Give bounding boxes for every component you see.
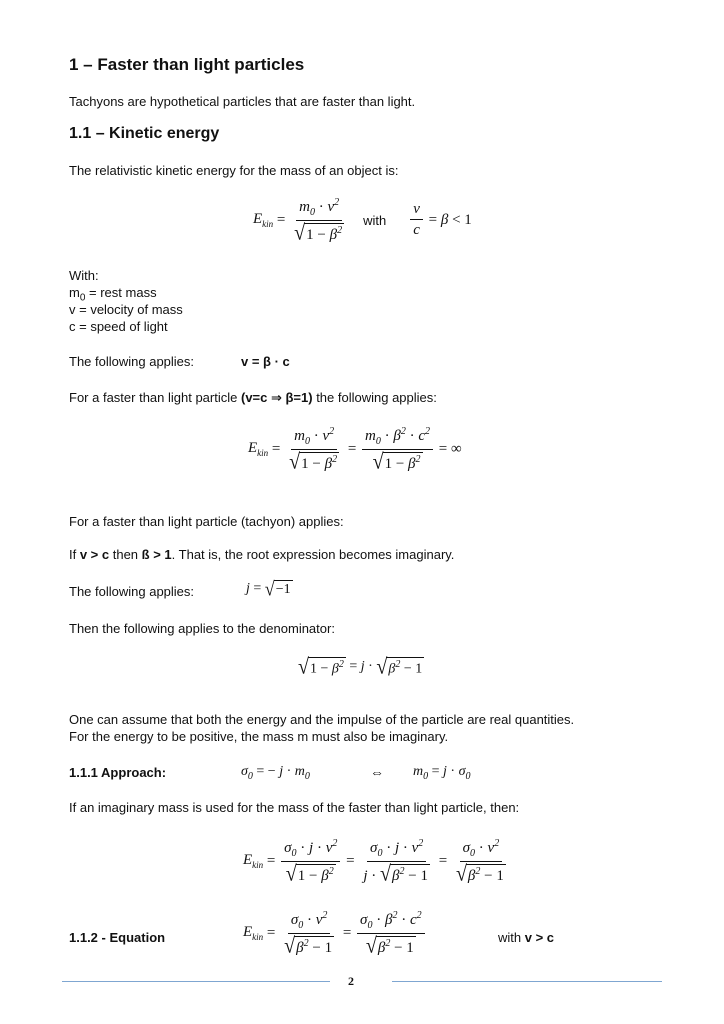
subsection-title: 1.1 – Kinetic energy [69,125,220,142]
tachyon-paragraph: For a faster than light particle (tachyon) applies: [69,514,344,529]
footer-rule-left [62,981,330,982]
with-list-m0: $m_0$ = rest mass [69,285,157,304]
if-paragraph: If v > c then ß > 1. That is, the root expression becomes imaginary. [69,547,455,562]
applies-label-1: The following applies: [69,354,195,369]
with-list-head: With: [69,268,99,283]
section-title: 1 – Faster than light particles [69,55,305,74]
equation-imaginary-mass: $E_{kin}$ = $\sigma_0 \cdot j \cdot v^2$ √ $1 - \beta^2$ = $\sigma_0 \cdot j \cdot v^2$ j · √ $\beta^2 - 1$ = $\sigma_0 \cdot v^2$ √ $\beta^2 - 1$ [243,838,504,886]
equation-final: $E_{kin}$ = $\sigma_0 \cdot v^2$ √ $\beta^2 - 1$ = $\sigma_0 \cdot \beta^2 \cdot c^2$ √ $\beta^2 - 1$ [243,910,427,957]
page-number: 2 [348,974,354,988]
velocity-relation: v = β · c [241,354,290,369]
equation-ftl-infinite: $E_{kin}$ = $m_0 \cdot v^2$ √ $1 - \beta^2$ = $m_0 \cdot \beta^2 \cdot c^2$ √ $1 - \beta^2$ = ∞ [248,426,462,474]
footer-rule-right [392,981,662,982]
equivalence-symbol: ⇔ [370,764,384,780]
assume-paragraph-1: One can assume that both the energy and the impulse of the particle are real quantities. [69,712,575,727]
approach-label: 1.1.1 Approach: [69,765,167,780]
equation-label: 1.1.2 - Equation [69,930,166,945]
approach-equation-m0: $m_0 = j \cdot \sigma_0$ [413,764,471,782]
equation-j-definition: j = √ −1 [246,578,291,600]
ftl-paragraph: For a faster than light particle (v=c ⇒ β=1) the following applies: [69,390,437,405]
equation-denominator: √ $1 - \beta^2$ = j · √ $\beta^2 - 1$ [298,654,423,680]
applies-label-2: The following applies: [69,584,195,599]
with-list-v: v = velocity of mass [69,302,183,317]
approach-equation-sigma: $\sigma_0$ = − $j \cdot m_0$ [241,764,310,782]
denominator-paragraph: Then the following applies to the denominator: [69,621,335,636]
intro-text: Tachyons are hypothetical particles that are faster than light. [69,94,416,109]
with-word: with [363,212,387,228]
with-v-greater-c: with v > c [498,930,555,945]
imaginary-mass-paragraph: If an imaginary mass is used for the mass of the faster than light particle, then: [69,800,520,815]
equation-kinetic-energy: $E_{kin}$ = $m_0 \cdot v^2$ √ $1 - \beta^2$ with $\frac{v}{c}$ = β < 1 [253,197,472,245]
assume-paragraph-2: For the energy to be positive, the mass m must also be imaginary. [69,729,449,744]
kinetic-energy-sentence: The relativistic kinetic energy for the mass of an object is: [69,163,399,178]
with-list-c: c = speed of light [69,319,168,334]
